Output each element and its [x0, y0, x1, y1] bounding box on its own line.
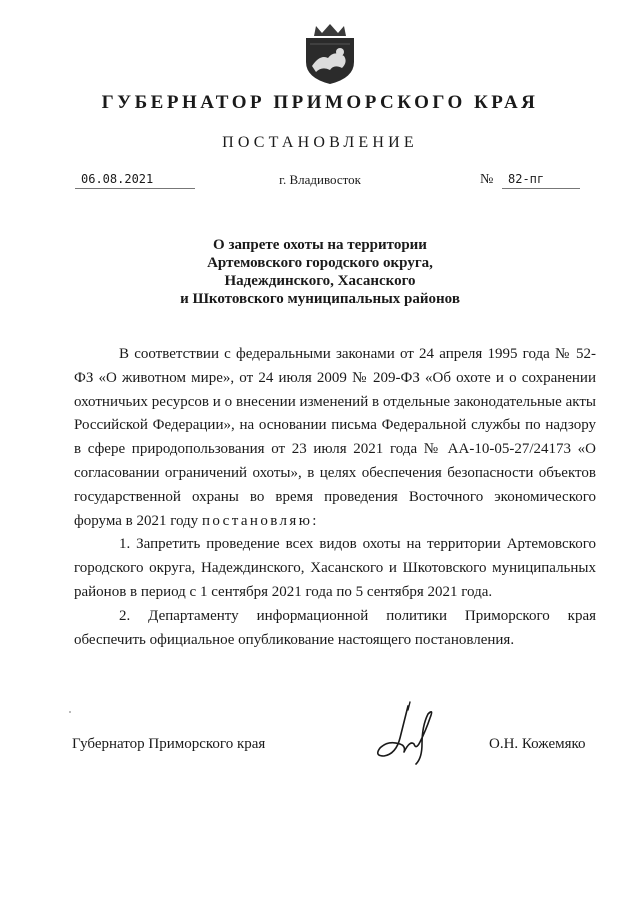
preamble-text: В соответствии с федеральными законами от 24 апреля 1995 года № 52-ФЗ «О животном мире», от 24 июля 2009 № 209-ФЗ «Об охоте и о сохранении охотничьих ресурсов и о внесении изменений в отдельные законодательные акты Российской Федерации», на основании письма Федеральной службы по надзору в сфере природопользования от 23 июля 2021 года № АА-10-05-27/24173 «О согласовании ограничений охоты», в целях обеспечения безопасности объектов государственной охраны во время проведения Восточного экономического форума в 2021 году — [74, 346, 596, 529]
title-line: и Шкотовского муниципальных районов — [180, 291, 460, 307]
title-line: О запрете охоты на территории — [213, 237, 427, 253]
issuing-authority: ГУБЕРНАТОР ПРИМОРСКОГО КРАЯ — [101, 92, 539, 113]
document-date: 06.08.2021 — [75, 170, 195, 189]
decree-keyword: постановляю: — [201, 512, 319, 529]
issue-place: г. Владивосток — [279, 172, 361, 187]
document-body — [74, 343, 596, 652]
decree-item-2: 2. Департаменту информационной политики Приморского края обеспечить официальное опубликование настоящего постановления. — [74, 607, 596, 648]
document-number: 82-пг — [502, 170, 580, 189]
handwritten-signature — [370, 700, 450, 768]
decree-item-1: 1. Запретить проведение всех видов охоты на территории Артемовского городского округа, Надеждинского, Хасанского и Шкотовского муниципальных районов в период с 1 сентября 2021 года по 5 сентября 2021 года. — [74, 536, 596, 600]
document-title — [0, 236, 640, 308]
document-type: ПОСТАНОВЛЕНИЕ — [222, 134, 418, 151]
title-line: Надеждинского, Хасанского — [224, 273, 416, 289]
scan-mark — [69, 711, 71, 713]
signatory-role: Губернатор Приморского края — [72, 736, 266, 752]
signatory-name: О.Н. Кожемяко — [489, 736, 586, 752]
title-line: Артемовского городского округа, — [207, 255, 433, 271]
preamble-paragraph — [74, 343, 596, 533]
coat-of-arms-icon — [300, 20, 360, 86]
number-sign: № — [480, 172, 494, 187]
